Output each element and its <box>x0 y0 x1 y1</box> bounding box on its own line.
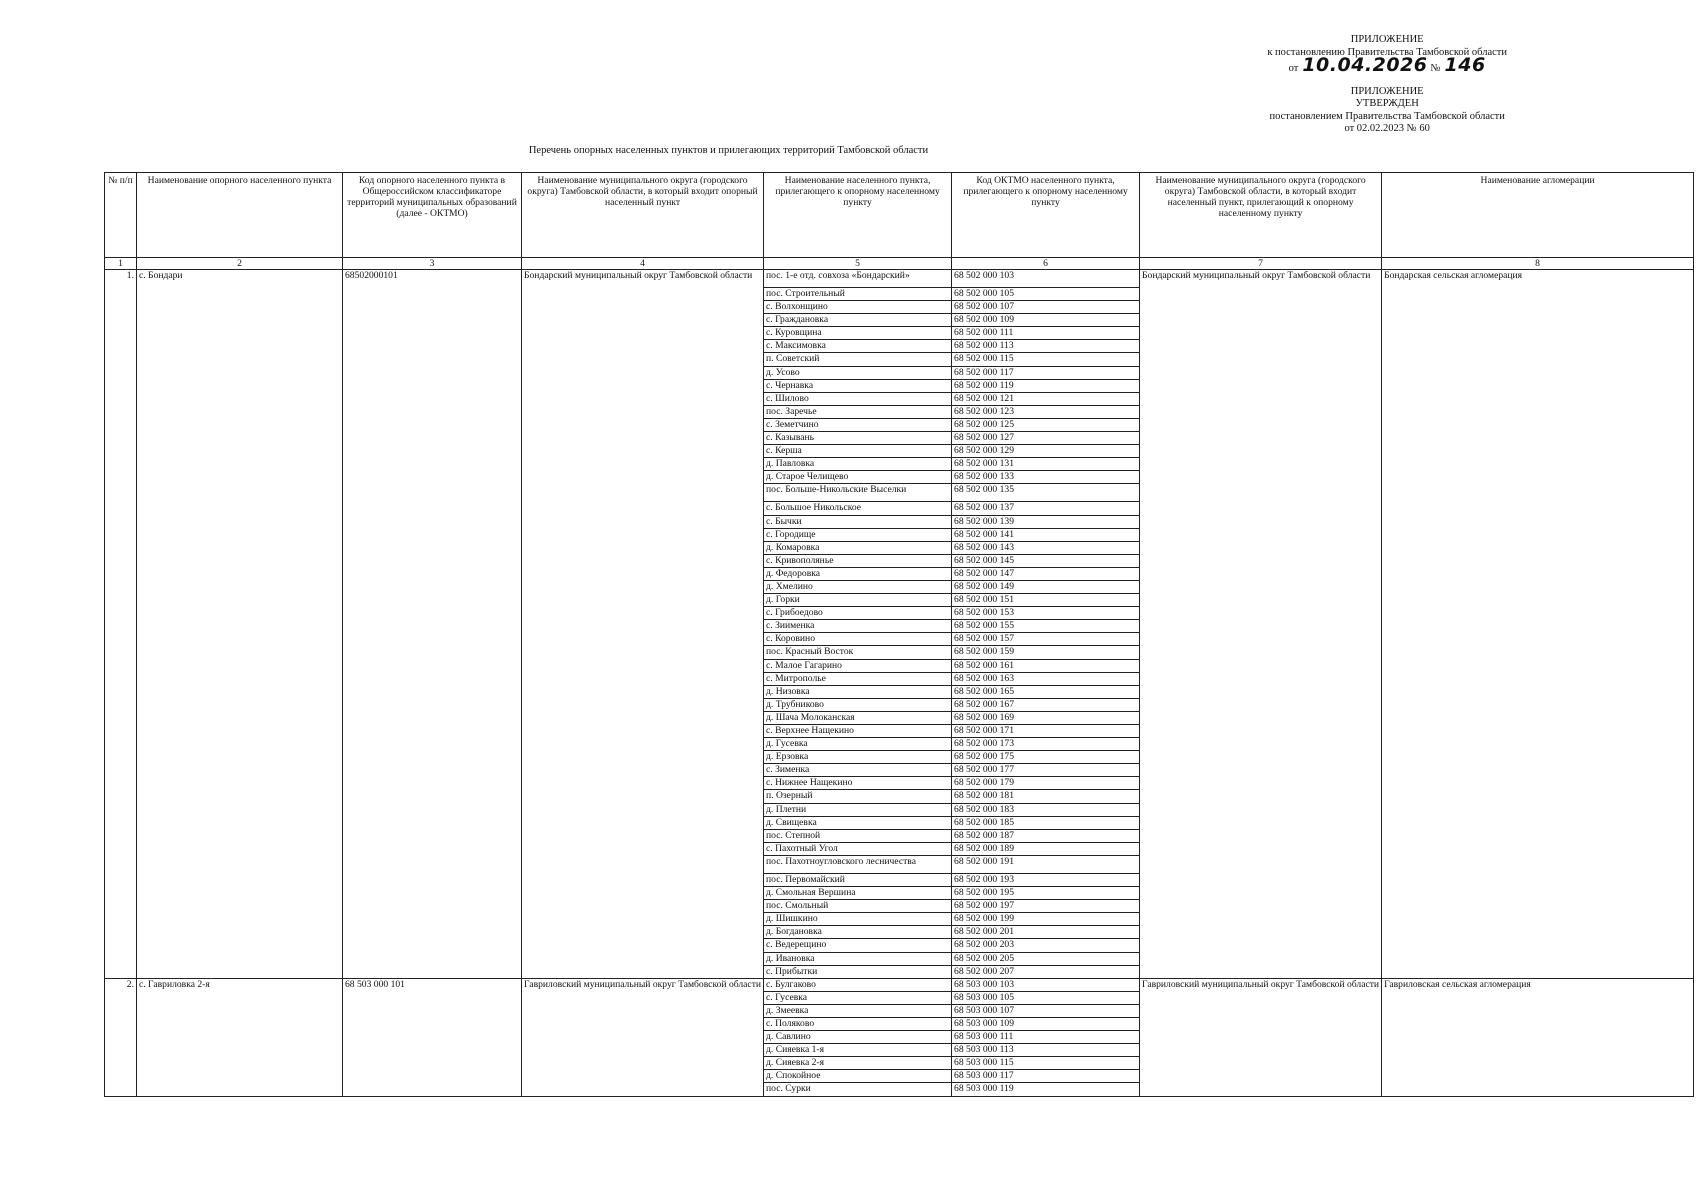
adjacent-oktmo-code: 68 502 000 123 <box>952 405 1140 418</box>
approved-label: УТВЕРЖДЕН <box>1355 98 1419 109</box>
adjacent-settlement-name: д. Старое Челищево <box>764 471 952 484</box>
adjacent-settlement-name: д. Ерзовка <box>764 751 952 764</box>
adjacent-oktmo-code: 68 502 000 135 <box>952 484 1140 502</box>
adjacent-settlement-name: пос. Степной <box>764 829 952 842</box>
adjacent-oktmo-code: 68 502 000 113 <box>952 340 1140 353</box>
adjacent-settlement-name: с. Поляково <box>764 1017 952 1030</box>
column-number: 5 <box>764 258 952 270</box>
adjacent-settlement-name: пос. Смольный <box>764 900 952 913</box>
adjacent-settlement-name: д. Шишкино <box>764 913 952 926</box>
adjacent-oktmo-code: 68 502 000 207 <box>952 965 1140 978</box>
adjacent-settlement-name: с. Максимовка <box>764 340 952 353</box>
number-label: № <box>1430 63 1441 74</box>
adjacent-settlement-name: с. Куровщина <box>764 327 952 340</box>
col-header-agglomeration: Наименование агломерации <box>1382 173 1694 258</box>
adjacent-oktmo-code: 68 502 000 139 <box>952 515 1140 528</box>
column-number: 6 <box>952 258 1140 270</box>
adjacent-oktmo-code: 68 502 000 181 <box>952 790 1140 803</box>
approving-decree: постановлением Правительства Тамбовской области <box>1269 110 1505 122</box>
adjacent-settlement-name: пос. Заречье <box>764 405 952 418</box>
adjacent-settlement-name: д. Плетни <box>764 803 952 816</box>
adjacent-settlement-name: д. Сияевка 1-я <box>764 1044 952 1057</box>
adjacent-oktmo-code: 68 502 000 187 <box>952 829 1140 842</box>
adjacent-settlement-name: с. Булгаково <box>764 978 952 991</box>
adjacent-oktmo-code: 68 502 000 201 <box>952 926 1140 939</box>
adjacent-oktmo-code: 68 502 000 111 <box>952 327 1140 340</box>
adjacent-oktmo-code: 68 502 000 149 <box>952 580 1140 593</box>
agglomeration-name: Гавриловская сельская агломерация <box>1382 978 1694 1096</box>
adjacent-oktmo-code: 68 502 000 147 <box>952 567 1140 580</box>
adjacent-oktmo-code: 68 502 000 117 <box>952 366 1140 379</box>
adjacent-settlement-name: пос. Первомайский <box>764 873 952 886</box>
adjacent-oktmo-code: 68 503 000 107 <box>952 1004 1140 1017</box>
adjacent-settlement-name: д. Хмелино <box>764 580 952 593</box>
adjacent-settlement-name: д. Трубниково <box>764 698 952 711</box>
column-number: 4 <box>522 258 764 270</box>
adjacent-settlement-name: д. Гусевка <box>764 738 952 751</box>
hub-district: Гавриловский муниципальный округ Тамбовской области <box>522 978 764 1096</box>
adjacent-settlement-name: с. Большое Никольское <box>764 502 952 515</box>
adjacent-oktmo-code: 68 502 000 203 <box>952 939 1140 952</box>
from-label: от <box>1288 63 1299 74</box>
adjacent-settlement-name: с. Верхнее Нащекино <box>764 725 952 738</box>
adjacent-oktmo-code: 68 502 000 189 <box>952 842 1140 855</box>
adjacent-settlement-name: д. Федоровка <box>764 567 952 580</box>
adjacent-oktmo-code: 68 502 000 195 <box>952 887 1140 900</box>
adjacent-settlement-name: с. Малое Гагарино <box>764 659 952 672</box>
adjacent-oktmo-code: 68 502 000 191 <box>952 855 1140 873</box>
adjacent-settlement-name: с. Земетчино <box>764 418 952 431</box>
adjacent-oktmo-code: 68 502 000 157 <box>952 633 1140 646</box>
adjacent-settlement-name: д. Горки <box>764 594 952 607</box>
adjacent-oktmo-code: 68 502 000 151 <box>952 594 1140 607</box>
adjacent-oktmo-code: 68 503 000 115 <box>952 1057 1140 1070</box>
col-header-adjacent-code: Код ОКТМО населенного пункта, прилегающего к опорному населенному пункту <box>952 173 1140 258</box>
adjacent-oktmo-code: 68 502 000 153 <box>952 607 1140 620</box>
handwritten-number: 146 <box>1444 54 1486 76</box>
hub-oktmo-code: 68502000101 <box>343 270 522 979</box>
adjacent-settlement-name: пос. Пахотноугловского лесничества <box>764 855 952 873</box>
column-number-row <box>105 258 1694 270</box>
handwritten-date-line <box>1267 54 1507 76</box>
adjacent-oktmo-code: 68 502 000 175 <box>952 751 1140 764</box>
decree-header <box>1267 34 1507 136</box>
adjacent-oktmo-code: 68 502 000 121 <box>952 392 1140 405</box>
adjacent-settlement-name: д. Шача Молоканская <box>764 711 952 724</box>
adjacent-settlement-name: с. Волхонщино <box>764 301 952 314</box>
adjacent-settlement-name: с. Коровино <box>764 633 952 646</box>
hub-settlement-name: с. Бондари <box>137 270 343 979</box>
adjacent-oktmo-code: 68 502 000 177 <box>952 764 1140 777</box>
adjacent-oktmo-code: 68 502 000 167 <box>952 698 1140 711</box>
header-row <box>105 173 1694 258</box>
row-number: 2. <box>105 978 137 1096</box>
adjacent-oktmo-code: 68 502 000 143 <box>952 541 1140 554</box>
adjacent-oktmo-code: 68 502 000 105 <box>952 288 1140 301</box>
adjacent-oktmo-code: 68 502 000 133 <box>952 471 1140 484</box>
adjacent-oktmo-code: 68 503 000 105 <box>952 991 1140 1004</box>
adjacent-oktmo-code: 68 502 000 199 <box>952 913 1140 926</box>
adjacent-settlement-name: с. Чернавка <box>764 379 952 392</box>
adjacent-settlement-name: д. Смольная Вершина <box>764 887 952 900</box>
col-header-name: Наименование опорного населенного пункта <box>137 173 343 258</box>
adjacent-oktmo-code: 68 503 000 119 <box>952 1083 1140 1096</box>
adjacent-oktmo-code: 68 502 000 165 <box>952 685 1140 698</box>
col-header-code: Код опорного населенного пункта в Общероссийском классификаторе территорий муниципальных образований (далее - ОКТМО) <box>343 173 522 258</box>
adjacent-oktmo-code: 68 502 000 129 <box>952 445 1140 458</box>
table-row <box>105 978 1694 991</box>
adjacent-settlement-name: с. Грибоедово <box>764 607 952 620</box>
col-header-district: Наименование муниципального округа (городского округа) Тамбовской области, в который входит опорный населенный пункт <box>522 173 764 258</box>
adjacent-settlement-name: д. Ивановка <box>764 952 952 965</box>
adjacent-oktmo-code: 68 503 000 111 <box>952 1031 1140 1044</box>
column-number: 1 <box>105 258 137 270</box>
adjacent-oktmo-code: 68 502 000 145 <box>952 554 1140 567</box>
adjacent-district: Гавриловский муниципальный округ Тамбовской области <box>1140 978 1382 1096</box>
adjacent-settlement-name: пос. Сурки <box>764 1083 952 1096</box>
adjacent-settlement-name: д. Спокойное <box>764 1070 952 1083</box>
adjacent-oktmo-code: 68 503 000 113 <box>952 1044 1140 1057</box>
adjacent-settlement-name: с. Керша <box>764 445 952 458</box>
adjacent-settlement-name: д. Павловка <box>764 458 952 471</box>
adjacent-settlement-name: с. Граждановка <box>764 314 952 327</box>
handwritten-date: 10.04.2026 <box>1302 54 1428 76</box>
adjacent-oktmo-code: 68 502 000 161 <box>952 659 1140 672</box>
adjacent-oktmo-code: 68 502 000 141 <box>952 528 1140 541</box>
adjacent-settlement-name: с. Кривополянье <box>764 554 952 567</box>
hub-settlement-name: с. Гавриловка 2-я <box>137 978 343 1096</box>
settlements-table <box>104 172 1694 1097</box>
approving-decree-date: от 02.02.2023 № 60 <box>1344 123 1430 134</box>
adjacent-settlement-name: с. Ведерещино <box>764 939 952 952</box>
adjacent-oktmo-code: 68 502 000 107 <box>952 301 1140 314</box>
adjacent-oktmo-code: 68 502 000 137 <box>952 502 1140 515</box>
col-header-adjacent-district: Наименование муниципального округа (городского округа) Тамбовской области, в который входит населенный пункт, прилегающий к опорному населенному пункту <box>1140 173 1382 258</box>
column-number: 2 <box>137 258 343 270</box>
adjacent-settlement-name: с. Митрополье <box>764 672 952 685</box>
adjacent-settlement-name: пос. Строительный <box>764 288 952 301</box>
appendix-label: ПРИЛОЖЕНИЕ <box>1350 34 1424 45</box>
adjacent-settlement-name: д. Змеевка <box>764 1004 952 1017</box>
adjacent-oktmo-code: 68 503 000 117 <box>952 1070 1140 1083</box>
adjacent-oktmo-code: 68 502 000 185 <box>952 816 1140 829</box>
adjacent-settlement-name: д. Усово <box>764 366 952 379</box>
adjacent-settlement-name: с. Прибытки <box>764 965 952 978</box>
adjacent-oktmo-code: 68 502 000 171 <box>952 725 1140 738</box>
adjacent-oktmo-code: 68 502 000 131 <box>952 458 1140 471</box>
column-number: 8 <box>1382 258 1694 270</box>
adjacent-settlement-name: д. Комаровка <box>764 541 952 554</box>
col-header-adjacent-name: Наименование населенного пункта, прилегающего к опорному населенному пункту <box>764 173 952 258</box>
adjacent-oktmo-code: 68 502 000 109 <box>952 314 1140 327</box>
adjacent-settlement-name: д. Свищевка <box>764 816 952 829</box>
row-number: 1. <box>105 270 137 979</box>
adjacent-oktmo-code: 68 502 000 119 <box>952 379 1140 392</box>
column-number: 7 <box>1140 258 1382 270</box>
adjacent-settlement-name: с. Пахотный Угол <box>764 842 952 855</box>
adjacent-oktmo-code: 68 502 000 103 <box>952 270 1140 288</box>
hub-oktmo-code: 68 503 000 101 <box>343 978 522 1096</box>
adjacent-settlement-name: с. Зиименка <box>764 620 952 633</box>
adjacent-district: Бондарский муниципальный округ Тамбовской области <box>1140 270 1382 979</box>
adjacent-oktmo-code: 68 502 000 163 <box>952 672 1140 685</box>
adjacent-settlement-name: п. Советский <box>764 353 952 366</box>
adjacent-oktmo-code: 68 502 000 179 <box>952 777 1140 790</box>
adjacent-oktmo-code: 68 502 000 115 <box>952 353 1140 366</box>
adjacent-oktmo-code: 68 503 000 109 <box>952 1017 1140 1030</box>
adjacent-oktmo-code: 68 502 000 159 <box>952 646 1140 659</box>
adjacent-oktmo-code: 68 503 000 103 <box>952 978 1140 991</box>
decree-reference: к постановлению Правительства Тамбовской области <box>1267 46 1507 58</box>
adjacent-settlement-name: с. Нижнее Нащекино <box>764 777 952 790</box>
adjacent-oktmo-code: 68 502 000 155 <box>952 620 1140 633</box>
adjacent-settlement-name: пос. 1-е отд. совхоза «Бондарский» <box>764 270 952 288</box>
adjacent-oktmo-code: 68 502 000 173 <box>952 738 1140 751</box>
adjacent-settlement-name: с. Городище <box>764 528 952 541</box>
adjacent-settlement-name: пос. Красный Восток <box>764 646 952 659</box>
adjacent-oktmo-code: 68 502 000 169 <box>952 711 1140 724</box>
hub-district: Бондарский муниципальный округ Тамбовской области <box>522 270 764 979</box>
adjacent-settlement-name: с. Казывань <box>764 432 952 445</box>
adjacent-settlement-name: с. Зименка <box>764 764 952 777</box>
adjacent-settlement-name: с. Гусевка <box>764 991 952 1004</box>
document-title: Перечень опорных населенных пунктов и прилегающих территорий Тамбовской области <box>528 145 929 156</box>
adjacent-settlement-name: п. Озерный <box>764 790 952 803</box>
adjacent-oktmo-code: 68 502 000 127 <box>952 432 1140 445</box>
adjacent-settlement-name: д. Низовка <box>764 685 952 698</box>
column-number: 3 <box>343 258 522 270</box>
adjacent-settlement-name: пос. Больше-Никольские Выселки <box>764 484 952 502</box>
adjacent-settlement-name: д. Сияевка 2-я <box>764 1057 952 1070</box>
col-header-num: № п/п <box>105 173 137 258</box>
appendix-label-2: ПРИЛОЖЕНИЕ <box>1350 85 1424 97</box>
adjacent-oktmo-code: 68 502 000 125 <box>952 418 1140 431</box>
adjacent-oktmo-code: 68 502 000 193 <box>952 873 1140 886</box>
adjacent-oktmo-code: 68 502 000 197 <box>952 900 1140 913</box>
adjacent-settlement-name: д. Савлино <box>764 1031 952 1044</box>
adjacent-oktmo-code: 68 502 000 183 <box>952 803 1140 816</box>
adjacent-settlement-name: с. Бычки <box>764 515 952 528</box>
adjacent-settlement-name: д. Богдановка <box>764 926 952 939</box>
table-row <box>105 270 1694 288</box>
adjacent-oktmo-code: 68 502 000 205 <box>952 952 1140 965</box>
agglomeration-name: Бондарская сельская агломерация <box>1382 270 1694 979</box>
adjacent-settlement-name: с. Шилово <box>764 392 952 405</box>
